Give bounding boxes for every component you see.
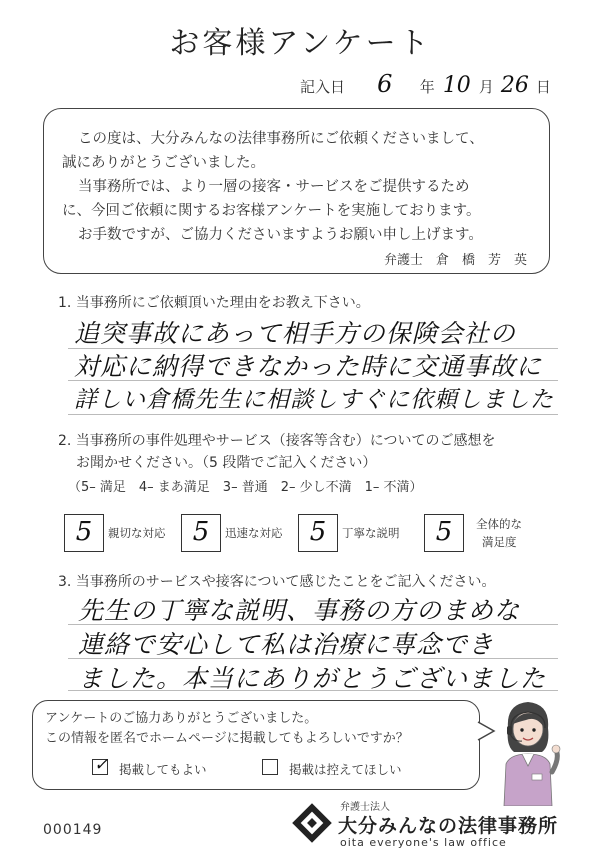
date-month-label: 月 xyxy=(478,78,494,96)
anonymity-line-1: アンケートのご協力ありがとうございました。 xyxy=(45,711,318,726)
office-name: 大分みんなの法律事務所 xyxy=(338,815,559,837)
q3-answer-line-2[interactable]: 連絡で安心して私は治療に専念でき xyxy=(78,630,495,659)
date-year-label: 年 xyxy=(419,78,435,96)
rating-label-overall-1: 全体的な xyxy=(476,517,522,531)
q1-answer-line-1[interactable]: 追突事故にあって相手方の保険会社の xyxy=(74,319,516,348)
date-year-value[interactable]: 6 xyxy=(377,70,393,98)
q2-question-line-2: お聞かせください。（5 段階でご記入ください） xyxy=(76,455,377,471)
intro-box xyxy=(43,108,550,274)
q3-question: 3. 当事務所のサービスや接客について感じたことをご記入ください。 xyxy=(58,574,496,590)
office-type: 弁護士法人 xyxy=(340,802,390,813)
q3-answer-line-3[interactable]: ました。本当にありがとうございました xyxy=(78,664,547,693)
rating-label-explanation: 丁寧な説明 xyxy=(342,526,400,540)
rating-box-overall[interactable] xyxy=(424,514,464,552)
intro-line-4: に、今回ご依頼に関するお客様アンケートを実施しております。 xyxy=(62,203,481,219)
serial-number: 000149 xyxy=(43,822,103,838)
rating-value-explanation: 5 xyxy=(309,517,327,547)
rating-value-speed: 5 xyxy=(192,517,210,547)
publish-ok-checkbox[interactable] xyxy=(92,755,109,775)
rating-label-speed: 迅速な対応 xyxy=(225,526,283,540)
intro-line-2: 誠にありがとうございました。 xyxy=(62,155,265,171)
date-month-value[interactable]: 10 xyxy=(442,73,471,98)
rating-value-overall: 5 xyxy=(435,517,453,547)
date-day-label: 日 xyxy=(535,78,551,96)
receptionist-mascot-icon xyxy=(492,694,564,806)
date-field xyxy=(300,70,551,98)
page-title: お客様アンケート xyxy=(169,26,432,61)
q1-question: 1. 当事務所にご依頼頂いた理由をお教え下さい。 xyxy=(58,295,370,311)
q2-scale: （5– 満足 4– まあ満足 3– 普通 2– 少し不満 1– 不満） xyxy=(68,480,423,495)
q1-answer-line-3[interactable]: 詳しい倉橋先生に相談しすぐに依頼しました xyxy=(74,387,554,413)
law-office-logo-icon xyxy=(291,802,333,844)
anonymity-box xyxy=(32,700,480,790)
rating-box-speed[interactable] xyxy=(181,514,221,552)
rating-label-kindness: 親切な対応 xyxy=(108,526,166,540)
office-name-en: oita everyone's law office xyxy=(340,836,507,849)
date-day-value[interactable]: 26 xyxy=(500,73,529,98)
publish-no-checkbox[interactable] xyxy=(262,759,278,775)
rating-box-kindness[interactable] xyxy=(64,514,104,552)
rating-value-kindness: 5 xyxy=(75,517,93,547)
checkmark-icon: ✓ xyxy=(94,755,109,775)
publish-no-label: 掲載は控えてほしい xyxy=(289,762,402,777)
rating-label-overall-2: 満足度 xyxy=(482,535,517,549)
date-label: 記入日 xyxy=(300,78,346,96)
q1-answer-line-2[interactable]: 対応に納得できなかった時に交通事故に xyxy=(74,352,543,381)
signature: 弁護士 倉 橋 芳 英 xyxy=(383,253,527,268)
intro-line-1: この度は、大分みんなの法律事務所にご依頼くださいまして、 xyxy=(78,131,484,147)
rating-box-explanation[interactable] xyxy=(298,514,338,552)
intro-line-3: 当事務所では、より一層の接客・サービスをご提供するため xyxy=(78,179,470,195)
intro-line-5: お手数ですが、ご協力くださいますようお願い申し上げます。 xyxy=(78,227,483,243)
q1-rule-3 xyxy=(68,414,558,415)
q3-answer-line-1[interactable]: 先生の丁寧な説明、事務の方のまめな xyxy=(78,596,521,625)
anonymity-line-2: この情報を匿名でホームページに掲載してもよろしいですか？ xyxy=(45,731,409,746)
publish-ok-label: 掲載してもよい xyxy=(119,762,207,777)
q2-question-line-1: 2. 当事務所の事件処理やサービス（接客等含む）についてのご感想を xyxy=(58,433,496,449)
